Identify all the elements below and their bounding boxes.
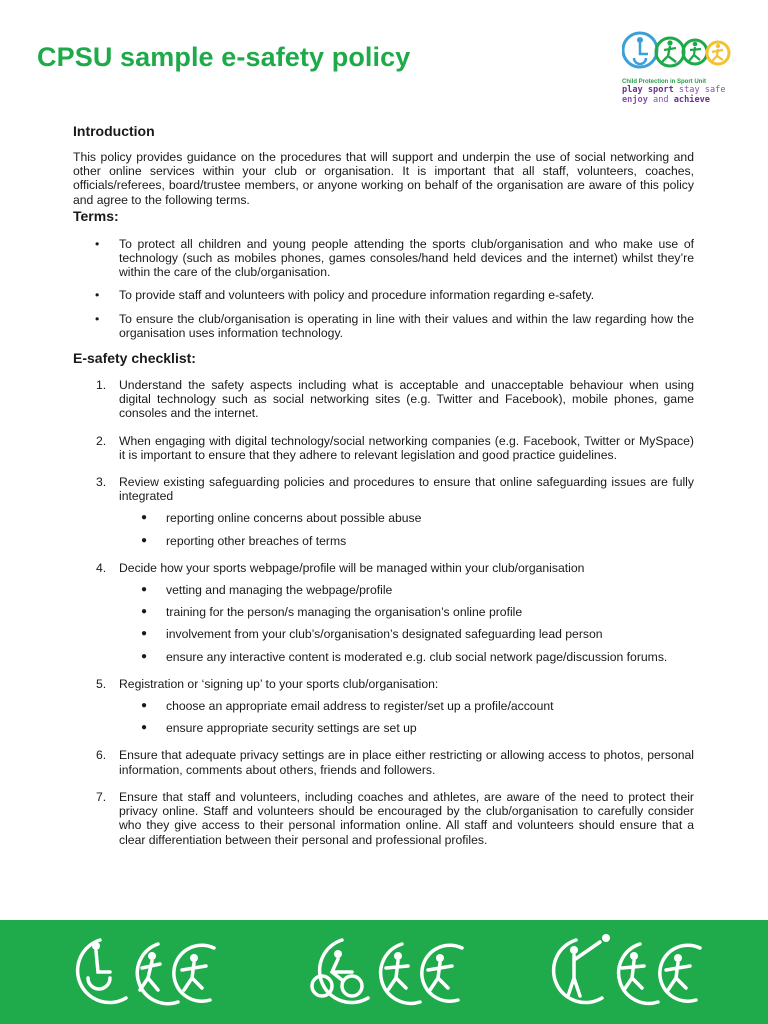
sub-list [119, 583, 694, 664]
bullet-icon: ● [141, 628, 148, 640]
policy-body [73, 122, 694, 860]
gymnast-icon [540, 932, 710, 1012]
sub-list [119, 699, 694, 735]
page-title: CPSU sample e-safety policy [37, 42, 411, 72]
list-item: ● ensure any interactive content is moderated e.g. club social network page/discussion forums. [141, 649, 668, 664]
checklist-item: 3. Review existing safeguarding policies and procedures to ensure that online safeguarding issues are fully integrated ● reporting online concerns about possible abuse ● reporting other breaches of terms [96, 475, 694, 548]
list-item: ● training for the person/s managing the organisation’s online profile [141, 605, 523, 620]
bullet-icon: • [95, 288, 100, 303]
logo-unit-name: Child Protection in Sport Unit [622, 79, 706, 85]
bullet-icon: ● [141, 650, 148, 662]
list-item: ● reporting other breaches of terms [141, 533, 347, 548]
bullet-icon: ● [141, 512, 148, 524]
bullet-icon: ● [141, 722, 148, 734]
checklist-item: 6. Ensure that adequate privacy settings are in place either restricting or allowing access to photos, personal information, comments about others, friends and followers. [96, 748, 694, 777]
list-item: ● involvement from your club’s/organisation’s designated safeguarding lead person [141, 627, 603, 642]
sport-figures-icon [622, 28, 732, 76]
list-item: • To ensure the club/organisation is operating in line with their values and within the law regarding how the organisation uses information technology. [95, 311, 694, 340]
checklist-item: 7. Ensure that staff and volunteers, including coaches and athletes, are aware of the need to protect their privacy online. Staff and volunteers should be encouraged by the club/organisation to carefully consider who they give access to their personal information online. All staff and volunteers should ensure that a clear differentiation between their personal and professional profiles. [96, 789, 694, 847]
list-item: • To protect all children and young people attending the sports club/organisation and who make use of technology (such as mobiles phones, games consoles/hand held devices and the internet) whilst they’re within the care of the club/organisation. [95, 236, 694, 280]
bullet-icon: ● [141, 534, 148, 546]
bullet-icon: ● [141, 700, 148, 712]
list-item: • To provide staff and volunteers with policy and procedure information regarding e-safety. [95, 288, 595, 303]
checklist-item: 2. When engaging with digital technology/social networking companies (e.g. Facebook, Twitter or MySpace) it is important to ensure that they adhere to relevant legislation and good practice guidelines. [96, 433, 694, 462]
logo-tagline-2: enjoy and achieve [622, 95, 710, 105]
terms-heading: Terms: [73, 207, 119, 224]
cpsu-logo [622, 28, 736, 105]
introduction-text: This policy provides guidance on the procedures that will support and underpin the use of social networking and other online services within your club or organisation. It is important that all staff, volunteers, coaches, officials/referees, board/trustee members, or anyone working on behalf of the organisation are aware of this policy and agree to the following terms. [73, 150, 694, 207]
checklist-heading: E-safety checklist: [73, 350, 196, 367]
bullet-icon: • [95, 236, 100, 251]
logo-tagline-1: play sport stay safe [622, 85, 726, 95]
bullet-icon: ● [141, 584, 148, 596]
list-item: ● vetting and managing the webpage/profile [141, 583, 393, 598]
checklist-item: 1. Understand the safety aspects including what is acceptable and unacceptable behaviour when using digital technology such as social networking sites (e.g. Twitter and Facebook), mobile phones, game consoles and the internet. [96, 378, 694, 421]
cyclist-icon [302, 932, 472, 1012]
bullet-icon: ● [141, 606, 148, 618]
introduction-heading: Introduction [73, 123, 155, 139]
checklist [73, 378, 694, 847]
sub-list [119, 511, 694, 547]
checklist-item: 4. Decide how your sports webpage/profile will be managed within your club/organisation ● vetting and managing the webpage/profile ● training for the person/s managing the organisation’s online profile ● involvement from your club’s/organisation’s designated safeguarding lead person ● ensure any interactive content is moderated e.g. club social network page/discussion forums. [73, 561, 694, 664]
wheelchair-athlete-icon [66, 932, 222, 1012]
list-item: ● reporting online concerns about possible abuse [141, 511, 422, 526]
checklist-item: 5. Registration or ‘signing up’ to your sports club/organisation: ● choose an appropriate email address to register/set up a profile/account ● ensure appropriate security settings are set up [73, 677, 694, 736]
list-item: ● choose an appropriate email address to register/set up a profile/account [141, 699, 554, 714]
bullet-icon: • [95, 311, 100, 326]
terms-list [73, 237, 694, 340]
list-item: ● ensure appropriate security settings are set up [141, 721, 417, 736]
footer-band [0, 920, 768, 1024]
